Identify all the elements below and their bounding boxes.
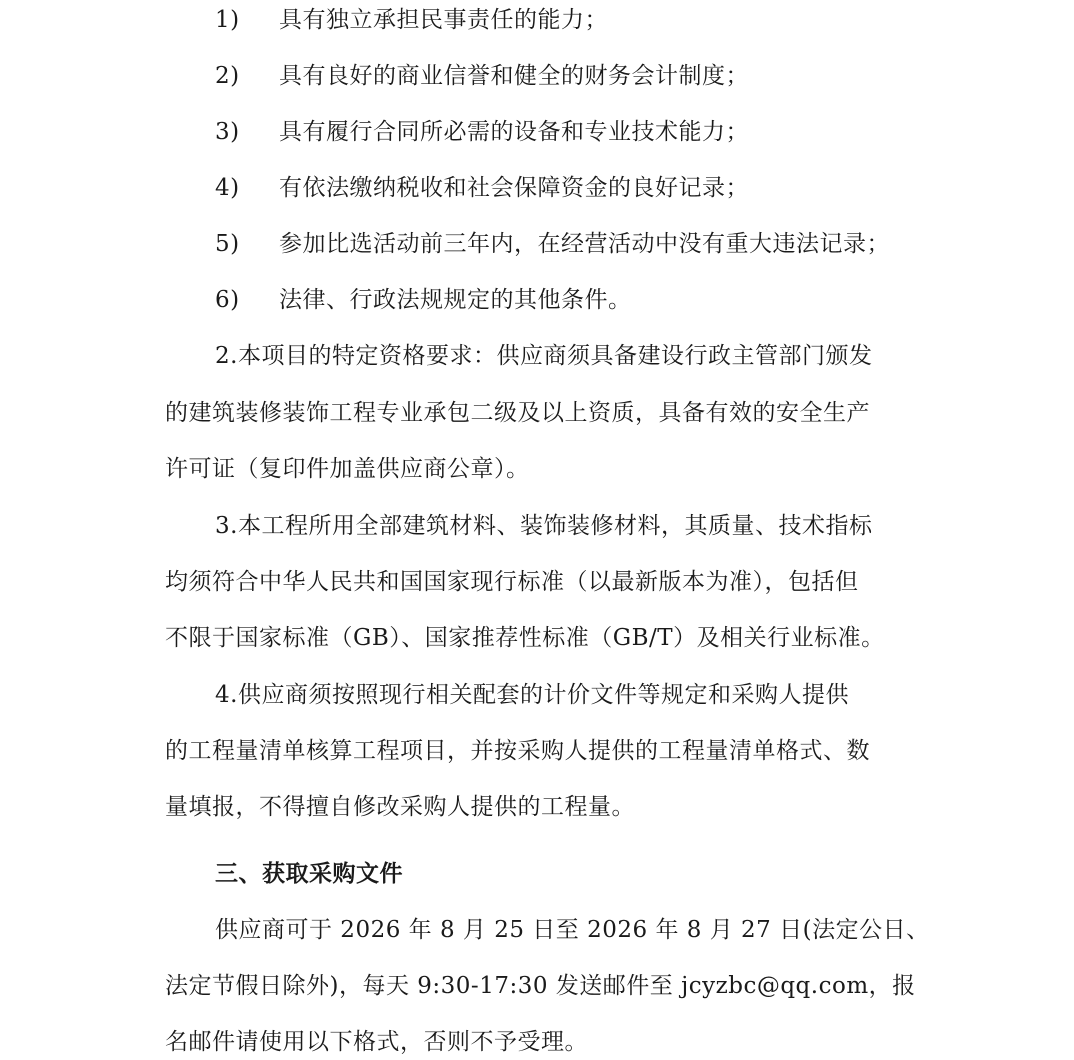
section3-line-2: 法定节假日除外)，每天 9:30-17:30 发送邮件至 jcyzbc@qq.com，报 xyxy=(165,973,916,999)
requirement-text: 具有独立承担民事责任的能力； xyxy=(279,7,608,33)
requirement-number: 6) xyxy=(215,287,240,313)
para3-line-3: 不限于国家标准（GB）、国家推荐性标准（GB/T）及相关行业标准。 xyxy=(165,625,885,651)
para2-line-2: 的建筑装修装饰工程专业承包二级及以上资质，具备有效的安全生产 xyxy=(165,400,870,426)
requirement-text: 参加比选活动前三年内，在经营活动中没有重大违法记录； xyxy=(279,231,890,257)
requirement-item-2 xyxy=(215,60,965,92)
requirement-text: 有依法缴纳税收和社会保障资金的良好记录； xyxy=(279,175,749,201)
para3-line-2: 均须符合中华人民共和国国家现行标准（以最新版本为准），包括但 xyxy=(165,569,859,595)
requirement-item-5 xyxy=(215,228,965,260)
para2-line-3: 许可证（复印件加盖供应商公章）。 xyxy=(165,456,530,482)
requirement-text: 法律、行政法规规定的其他条件。 xyxy=(279,287,632,313)
para4-line-3: 量填报，不得擅自修改采购人提供的工程量。 xyxy=(165,794,635,820)
requirement-item-4 xyxy=(215,172,965,204)
requirement-number: 4) xyxy=(215,175,240,201)
section3-line-1: 供应商可于 2026 年 8 月 25 日至 2026 年 8 月 27 日(法定公日、 xyxy=(215,917,930,943)
requirement-number: 2) xyxy=(215,63,240,89)
para2-line-1: 2.本项目的特定资格要求：供应商须具备建设行政主管部门颁发 xyxy=(215,343,873,369)
requirement-item-1 xyxy=(215,4,965,36)
section3-line-3: 名邮件请使用以下格式，否则不予受理。 xyxy=(165,1029,588,1055)
para3-line-1: 3.本工程所用全部建筑材料、装饰装修材料，其质量、技术指标 xyxy=(215,513,873,539)
requirement-text: 具有良好的商业信誉和健全的财务会计制度； xyxy=(279,63,749,89)
para4-line-1: 4.供应商须按照现行相关配套的计价文件等规定和采购人提供 xyxy=(215,682,849,708)
requirement-text: 具有履行合同所必需的设备和专业技术能力； xyxy=(279,119,749,145)
requirement-item-3 xyxy=(215,116,965,148)
requirement-item-6 xyxy=(215,284,965,316)
para4-line-2: 的工程量清单核算工程项目，并按采购人提供的工程量清单格式、数 xyxy=(165,738,870,764)
requirement-number: 1) xyxy=(215,7,240,33)
requirement-number: 3) xyxy=(215,119,240,145)
requirement-number: 5) xyxy=(215,231,240,257)
section-heading: 三、获取采购文件 xyxy=(215,861,403,887)
